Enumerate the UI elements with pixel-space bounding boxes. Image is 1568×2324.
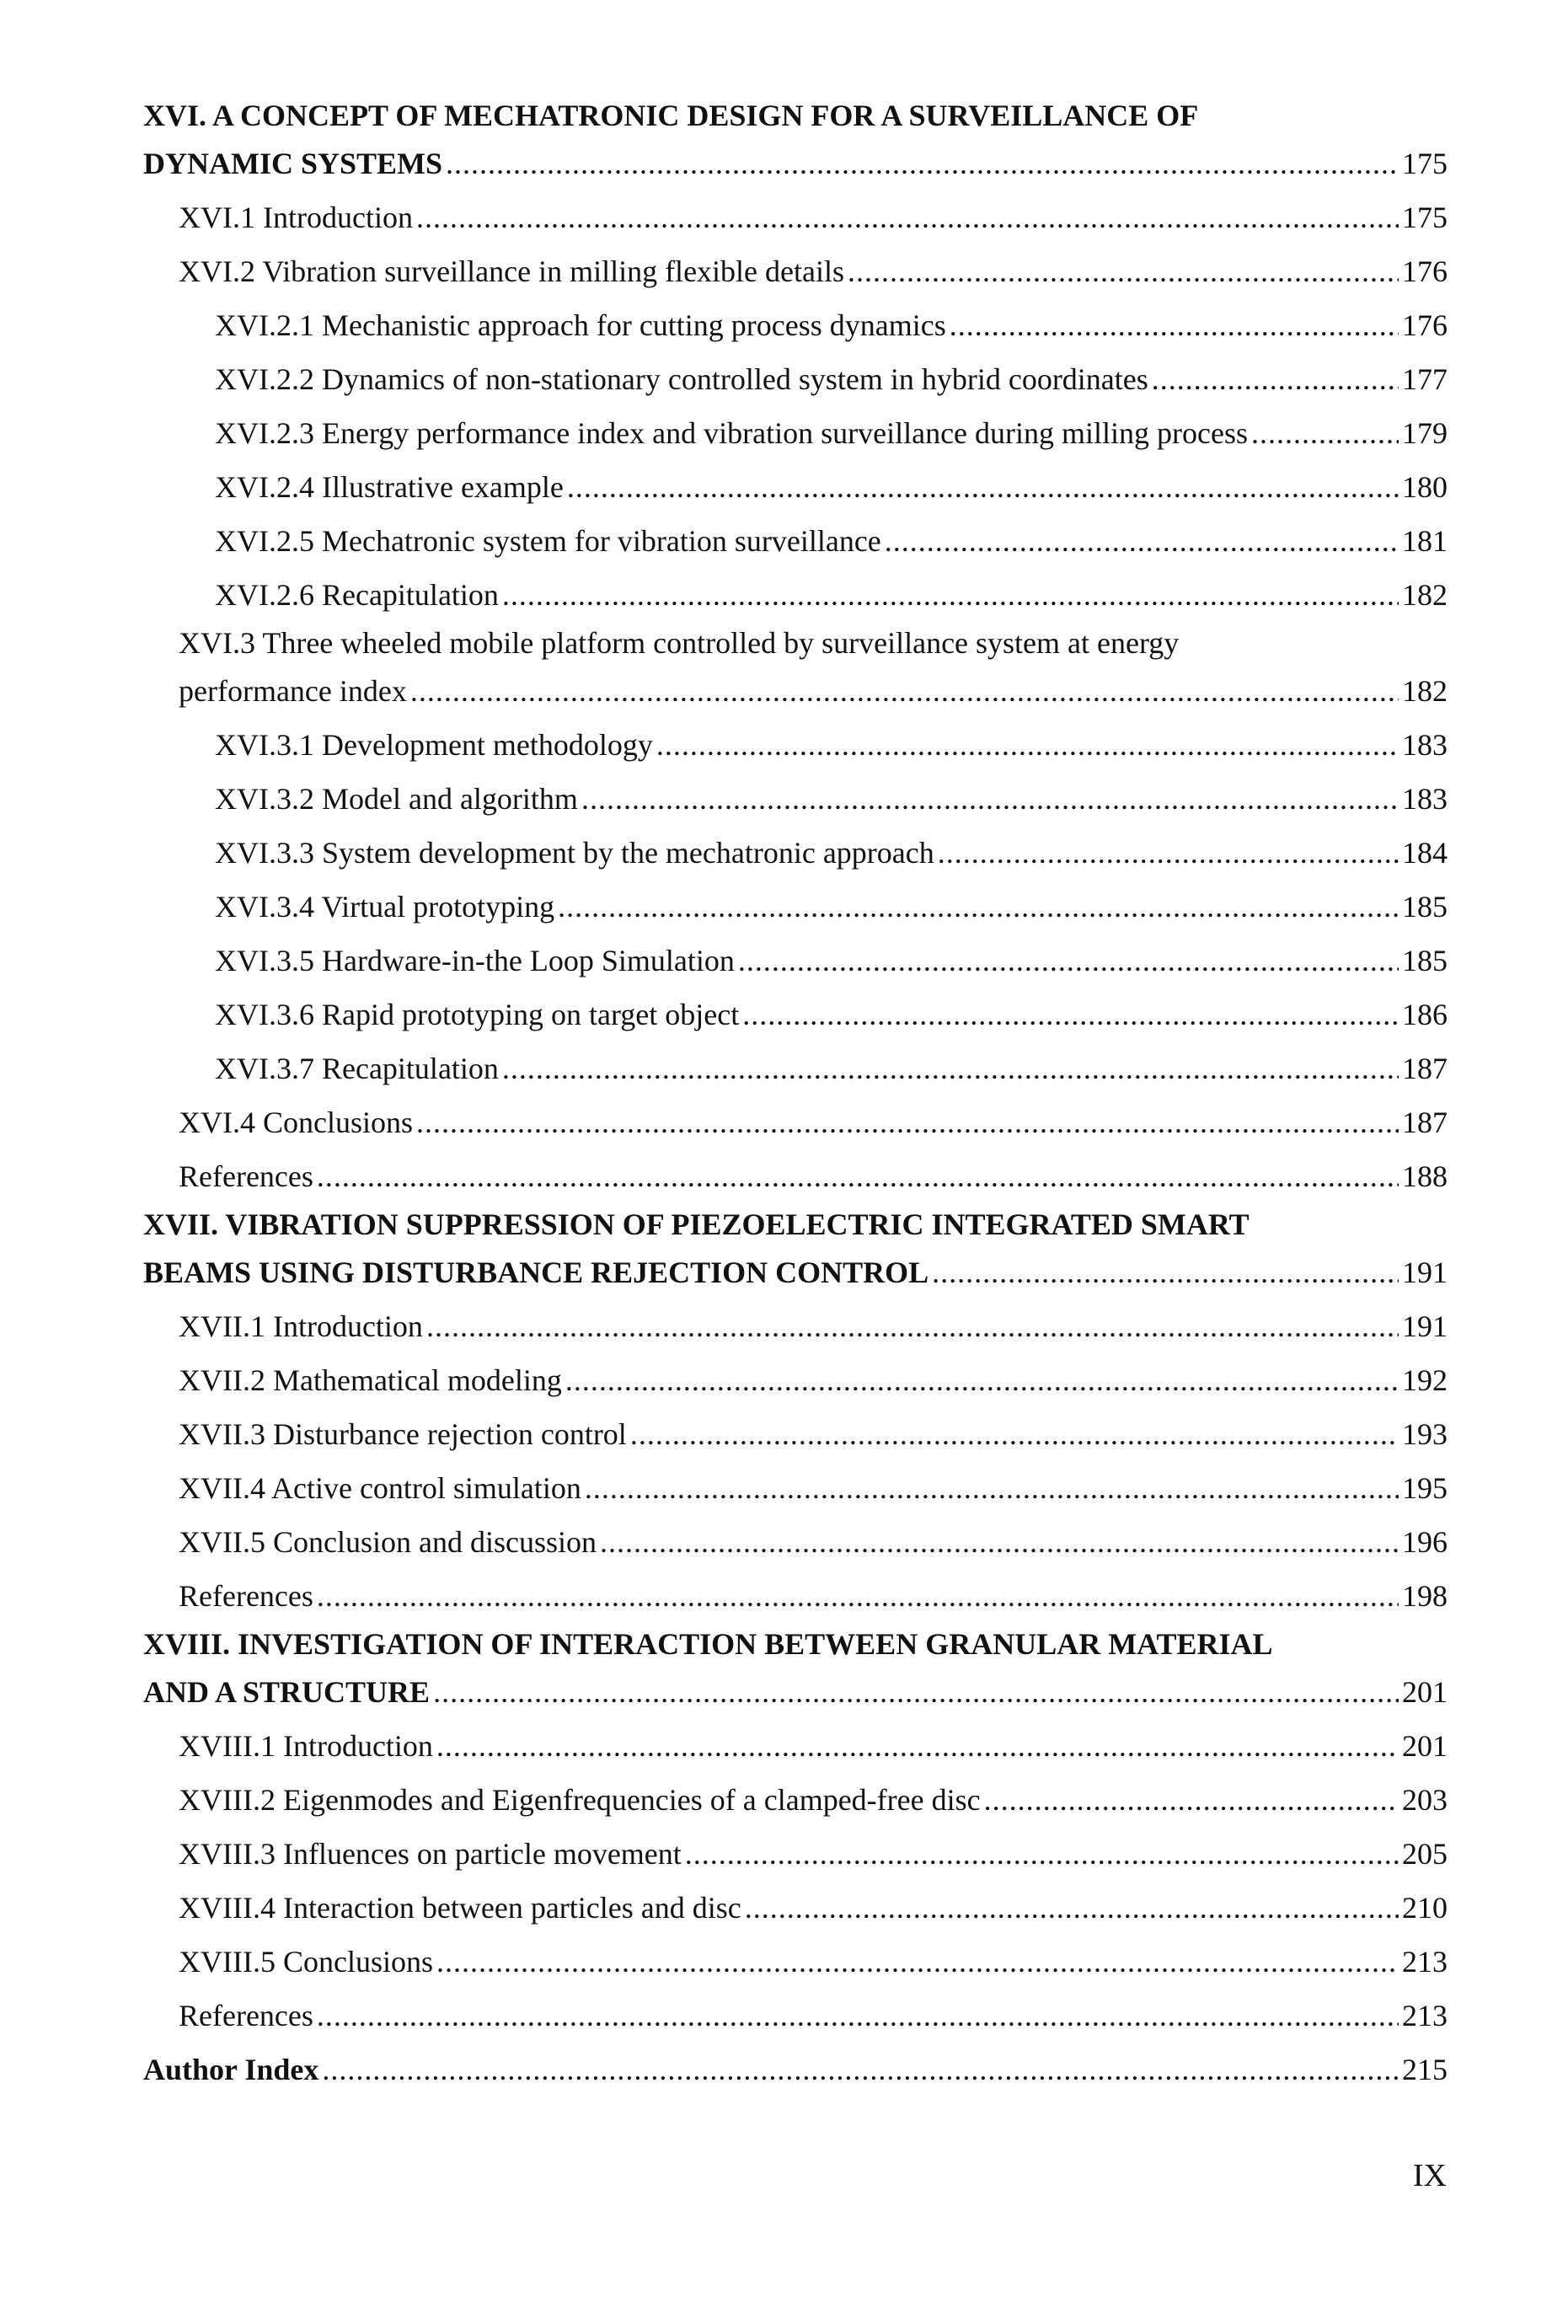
toc-entry-line (143, 1773, 1448, 1827)
toc-entry-page: 180 (1402, 470, 1448, 504)
toc-entry[interactable] (143, 514, 1448, 568)
toc-entry-title: XVI.3.6 Rapid prototyping on target object (215, 998, 740, 1031)
toc-entry-line (143, 1299, 1448, 1353)
toc-entry[interactable] (143, 772, 1448, 826)
toc-entry-title: XVI.3.3 System development by the mechatronic approach (215, 836, 934, 870)
dot-leader (685, 1827, 1399, 1881)
toc-entry-title: XVI.4 Conclusions (179, 1106, 413, 1139)
toc-entry-line (143, 772, 1448, 826)
toc-entry-page: 191 (1402, 1309, 1448, 1343)
toc-entry[interactable] (143, 826, 1448, 880)
toc-entry-title: XVI.3.4 Virtual prototyping (215, 890, 555, 924)
toc-entry-line (143, 1989, 1448, 2043)
toc-entry[interactable] (143, 1935, 1448, 1989)
dot-leader (317, 1569, 1399, 1623)
toc-entry-page: 205 (1402, 1837, 1448, 1871)
toc-entry[interactable] (143, 1353, 1448, 1407)
toc-entry-page: 188 (1402, 1159, 1448, 1193)
toc-entry-title-continued: performance index (179, 674, 407, 708)
dot-leader (502, 568, 1399, 622)
dot-leader (433, 1665, 1399, 1719)
toc-entry-title: XVI.2.6 Recapitulation (215, 578, 499, 612)
toc-entry-line (143, 1461, 1448, 1515)
toc-entry-page: 184 (1402, 836, 1448, 870)
toc-entry-title: XVIII.4 Interaction between particles and disc (179, 1891, 741, 1925)
toc-entry-line (143, 988, 1448, 1042)
toc-entry[interactable] (143, 352, 1448, 406)
toc-entry-title: Author Index (143, 2053, 319, 2086)
dot-leader (932, 1245, 1399, 1299)
dot-leader (581, 772, 1399, 826)
toc-entry-page: 210 (1402, 1891, 1448, 1925)
toc-entry-page: 195 (1402, 1471, 1448, 1505)
dot-leader (938, 826, 1399, 880)
toc-entry-page: 213 (1402, 1945, 1448, 1979)
dot-leader (984, 1773, 1399, 1827)
page-number: IX (1412, 2158, 1447, 2193)
toc-entry-title: XVII.1 Introduction (179, 1309, 423, 1343)
toc-entry-line (143, 1935, 1448, 1989)
toc-entry-title: XVII.2 Mathematical modeling (179, 1363, 562, 1397)
toc-entry-line (143, 1665, 1448, 1719)
dot-leader (416, 1095, 1399, 1149)
toc-entry[interactable] (143, 1149, 1448, 1203)
toc-entry-line (143, 1353, 1448, 1407)
toc-entry-title: References (179, 1999, 313, 2032)
toc-entry-page: 201 (1402, 1675, 1448, 1709)
toc-entry-page: 182 (1402, 578, 1448, 612)
toc-entry-title: XVI.2.2 Dynamics of non-stationary controlled system in hybrid coordinates (215, 362, 1148, 396)
toc-entry-line (143, 1881, 1448, 1935)
toc-entry-line (143, 460, 1448, 514)
toc-entry-line (143, 880, 1448, 934)
toc-entry[interactable] (143, 460, 1448, 514)
toc-entry[interactable] (143, 568, 1448, 622)
dot-leader (656, 718, 1399, 772)
dot-leader (565, 1353, 1399, 1407)
toc-entry-page: 196 (1402, 1525, 1448, 1559)
toc-entry-page: 203 (1402, 1783, 1448, 1817)
toc-entry-line (143, 718, 1448, 772)
toc-entry-page: 183 (1402, 782, 1448, 816)
dot-leader (558, 880, 1399, 934)
toc-entry-title: XVI.2.3 Energy performance index and vibration surveillance during milling process (215, 416, 1248, 450)
toc-entry-line (143, 514, 1448, 568)
toc-entry-line (143, 1042, 1448, 1095)
table-of-contents (143, 94, 1448, 2096)
dot-leader (410, 664, 1399, 718)
toc-entry-page: 193 (1402, 1417, 1448, 1451)
toc-entry-page: 185 (1402, 944, 1448, 977)
toc-entry-title-continued: DYNAMIC SYSTEMS (143, 147, 443, 180)
dot-leader (567, 460, 1399, 514)
toc-entry-page: 191 (1402, 1256, 1448, 1289)
dot-leader (738, 934, 1399, 988)
toc-entry-title: XVI.3 Three wheeled mobile platform controlled by surveillance system at energy (179, 626, 1180, 660)
toc-entry-title-line (143, 94, 1448, 137)
toc-entry[interactable] (143, 1989, 1448, 2043)
toc-entry-page: 192 (1402, 1363, 1448, 1397)
toc-entry-title: XVII.4 Active control simulation (179, 1471, 581, 1505)
toc-entry-title: XVI.2 Vibration surveillance in milling flexible details (179, 254, 844, 288)
toc-entry-title: XVI.3.5 Hardware-in-the Loop Simulation (215, 944, 735, 977)
toc-entry-page: 187 (1402, 1052, 1448, 1085)
toc-entry-title: XVII.3 Disturbance rejection control (179, 1417, 627, 1451)
toc-entry-line (143, 244, 1448, 298)
toc-entry-title: XVI.3.7 Recapitulation (215, 1052, 499, 1085)
dot-leader (446, 137, 1399, 190)
toc-entry-title-line (143, 622, 1448, 664)
toc-entry[interactable] (143, 1773, 1448, 1827)
toc-entry-page: 175 (1402, 201, 1448, 234)
dot-leader (848, 244, 1399, 298)
toc-entry-title: XVI.1 Introduction (179, 201, 413, 234)
toc-entry-line (143, 568, 1448, 622)
dot-leader (745, 1881, 1399, 1935)
toc-entry-page: 213 (1402, 1999, 1448, 2032)
toc-entry-title-line (143, 1623, 1448, 1665)
toc-entry[interactable] (143, 1299, 1448, 1353)
toc-entry[interactable] (143, 94, 1448, 190)
toc-entry-page: 186 (1402, 998, 1448, 1031)
dot-leader (585, 1461, 1399, 1515)
toc-entry-line (143, 934, 1448, 988)
toc-entry-title: XVI. A CONCEPT OF MECHATRONIC DESIGN FOR A SURVEILLANCE OF (143, 99, 1199, 132)
dot-leader (885, 514, 1399, 568)
toc-entry[interactable] (143, 2043, 1448, 2096)
dot-leader (1152, 352, 1399, 406)
toc-entry-title: XVI.3.2 Model and algorithm (215, 782, 578, 816)
toc-entry[interactable] (143, 988, 1448, 1042)
toc-entry-title-continued: BEAMS USING DISTURBANCE REJECTION CONTROL (143, 1256, 929, 1289)
toc-entry-line (143, 664, 1448, 718)
toc-entry[interactable] (143, 934, 1448, 988)
toc-entry-page: 201 (1402, 1729, 1448, 1763)
toc-entry-title: XVI.2.4 Illustrative example (215, 470, 564, 504)
toc-entry-title: References (179, 1159, 313, 1193)
dot-leader (1251, 406, 1399, 460)
toc-entry[interactable] (143, 1623, 1448, 1719)
toc-entry[interactable] (143, 244, 1448, 298)
toc-entry-title: XVIII. INVESTIGATION OF INTERACTION BETWEEN GRANULAR MATERIAL (143, 1627, 1273, 1661)
dot-leader (630, 1407, 1399, 1461)
toc-entry-page: 177 (1402, 362, 1448, 396)
toc-entry[interactable] (143, 1569, 1448, 1623)
dot-leader (950, 298, 1399, 352)
dot-leader (600, 1515, 1399, 1569)
toc-entry-page: 215 (1402, 2053, 1448, 2086)
toc-entry[interactable] (143, 718, 1448, 772)
toc-entry-title: References (179, 1579, 313, 1613)
toc-entry-title: XVIII.3 Influences on particle movement (179, 1837, 682, 1871)
toc-entry-line (143, 826, 1448, 880)
toc-entry-title: XVI.3.1 Development methodology (215, 728, 653, 762)
toc-entry[interactable] (143, 1461, 1448, 1515)
dot-leader (742, 988, 1399, 1042)
toc-entry-page: 181 (1402, 524, 1448, 558)
toc-entry-page: 187 (1402, 1106, 1448, 1139)
toc-entry-line (143, 1827, 1448, 1881)
dot-leader (416, 190, 1399, 244)
toc-entry-page: 179 (1402, 416, 1448, 450)
toc-entry-title: XVI.2.1 Mechanistic approach for cutting process dynamics (215, 308, 946, 342)
toc-entry[interactable] (143, 622, 1448, 718)
toc-entry[interactable] (143, 1881, 1448, 1935)
toc-entry-line (143, 2043, 1448, 2096)
toc-entry-title: XVIII.2 Eigenmodes and Eigenfrequencies of a clamped-free disc (179, 1783, 981, 1817)
dot-leader (436, 1935, 1399, 1989)
toc-entry[interactable] (143, 1042, 1448, 1095)
toc-entry-line (143, 1095, 1448, 1149)
toc-entry-title-continued: AND A STRUCTURE (143, 1675, 431, 1709)
dot-leader (502, 1042, 1399, 1095)
toc-entry-page: 185 (1402, 890, 1448, 924)
toc-entry-page: 182 (1402, 674, 1448, 708)
toc-entry-title-line (143, 1203, 1448, 1245)
toc-entry-line (143, 1245, 1448, 1299)
toc-entry[interactable] (143, 298, 1448, 352)
toc-entry-line (143, 137, 1448, 190)
toc-entry-line (143, 298, 1448, 352)
toc-entry-title: XVIII.5 Conclusions (179, 1945, 433, 1979)
toc-entry-title: XVIII.1 Introduction (179, 1729, 433, 1763)
dot-leader (317, 1989, 1399, 2043)
toc-entry-page: 175 (1402, 147, 1448, 180)
toc-entry[interactable] (143, 1719, 1448, 1773)
toc-entry[interactable] (143, 1095, 1448, 1149)
toc-entry-page: 176 (1402, 254, 1448, 288)
toc-entry-line (143, 1407, 1448, 1461)
dot-leader (322, 2043, 1399, 2096)
toc-entry-line (143, 352, 1448, 406)
toc-entry-page: 176 (1402, 308, 1448, 342)
toc-entry-line (143, 1569, 1448, 1623)
dot-leader (426, 1299, 1399, 1353)
toc-entry-line (143, 406, 1448, 460)
toc-entry[interactable] (143, 1407, 1448, 1461)
toc-entry-page: 183 (1402, 728, 1448, 762)
toc-entry-title: XVII.5 Conclusion and discussion (179, 1525, 597, 1559)
toc-entry-title: XVI.2.5 Mechatronic system for vibration surveillance (215, 524, 881, 558)
toc-entry-line (143, 190, 1448, 244)
dot-leader (436, 1719, 1399, 1773)
toc-entry[interactable] (143, 1203, 1448, 1299)
toc-entry[interactable] (143, 190, 1448, 244)
toc-entry-title: XVII. VIBRATION SUPPRESSION OF PIEZOELECTRIC INTEGRATED SMART (143, 1208, 1250, 1241)
toc-entry-line (143, 1719, 1448, 1773)
toc-entry[interactable] (143, 1515, 1448, 1569)
toc-entry-line (143, 1149, 1448, 1203)
toc-entry[interactable] (143, 880, 1448, 934)
toc-entry-page: 198 (1402, 1579, 1448, 1613)
toc-entry-line (143, 1515, 1448, 1569)
toc-entry[interactable] (143, 1827, 1448, 1881)
dot-leader (317, 1149, 1399, 1203)
toc-entry[interactable] (143, 406, 1448, 460)
